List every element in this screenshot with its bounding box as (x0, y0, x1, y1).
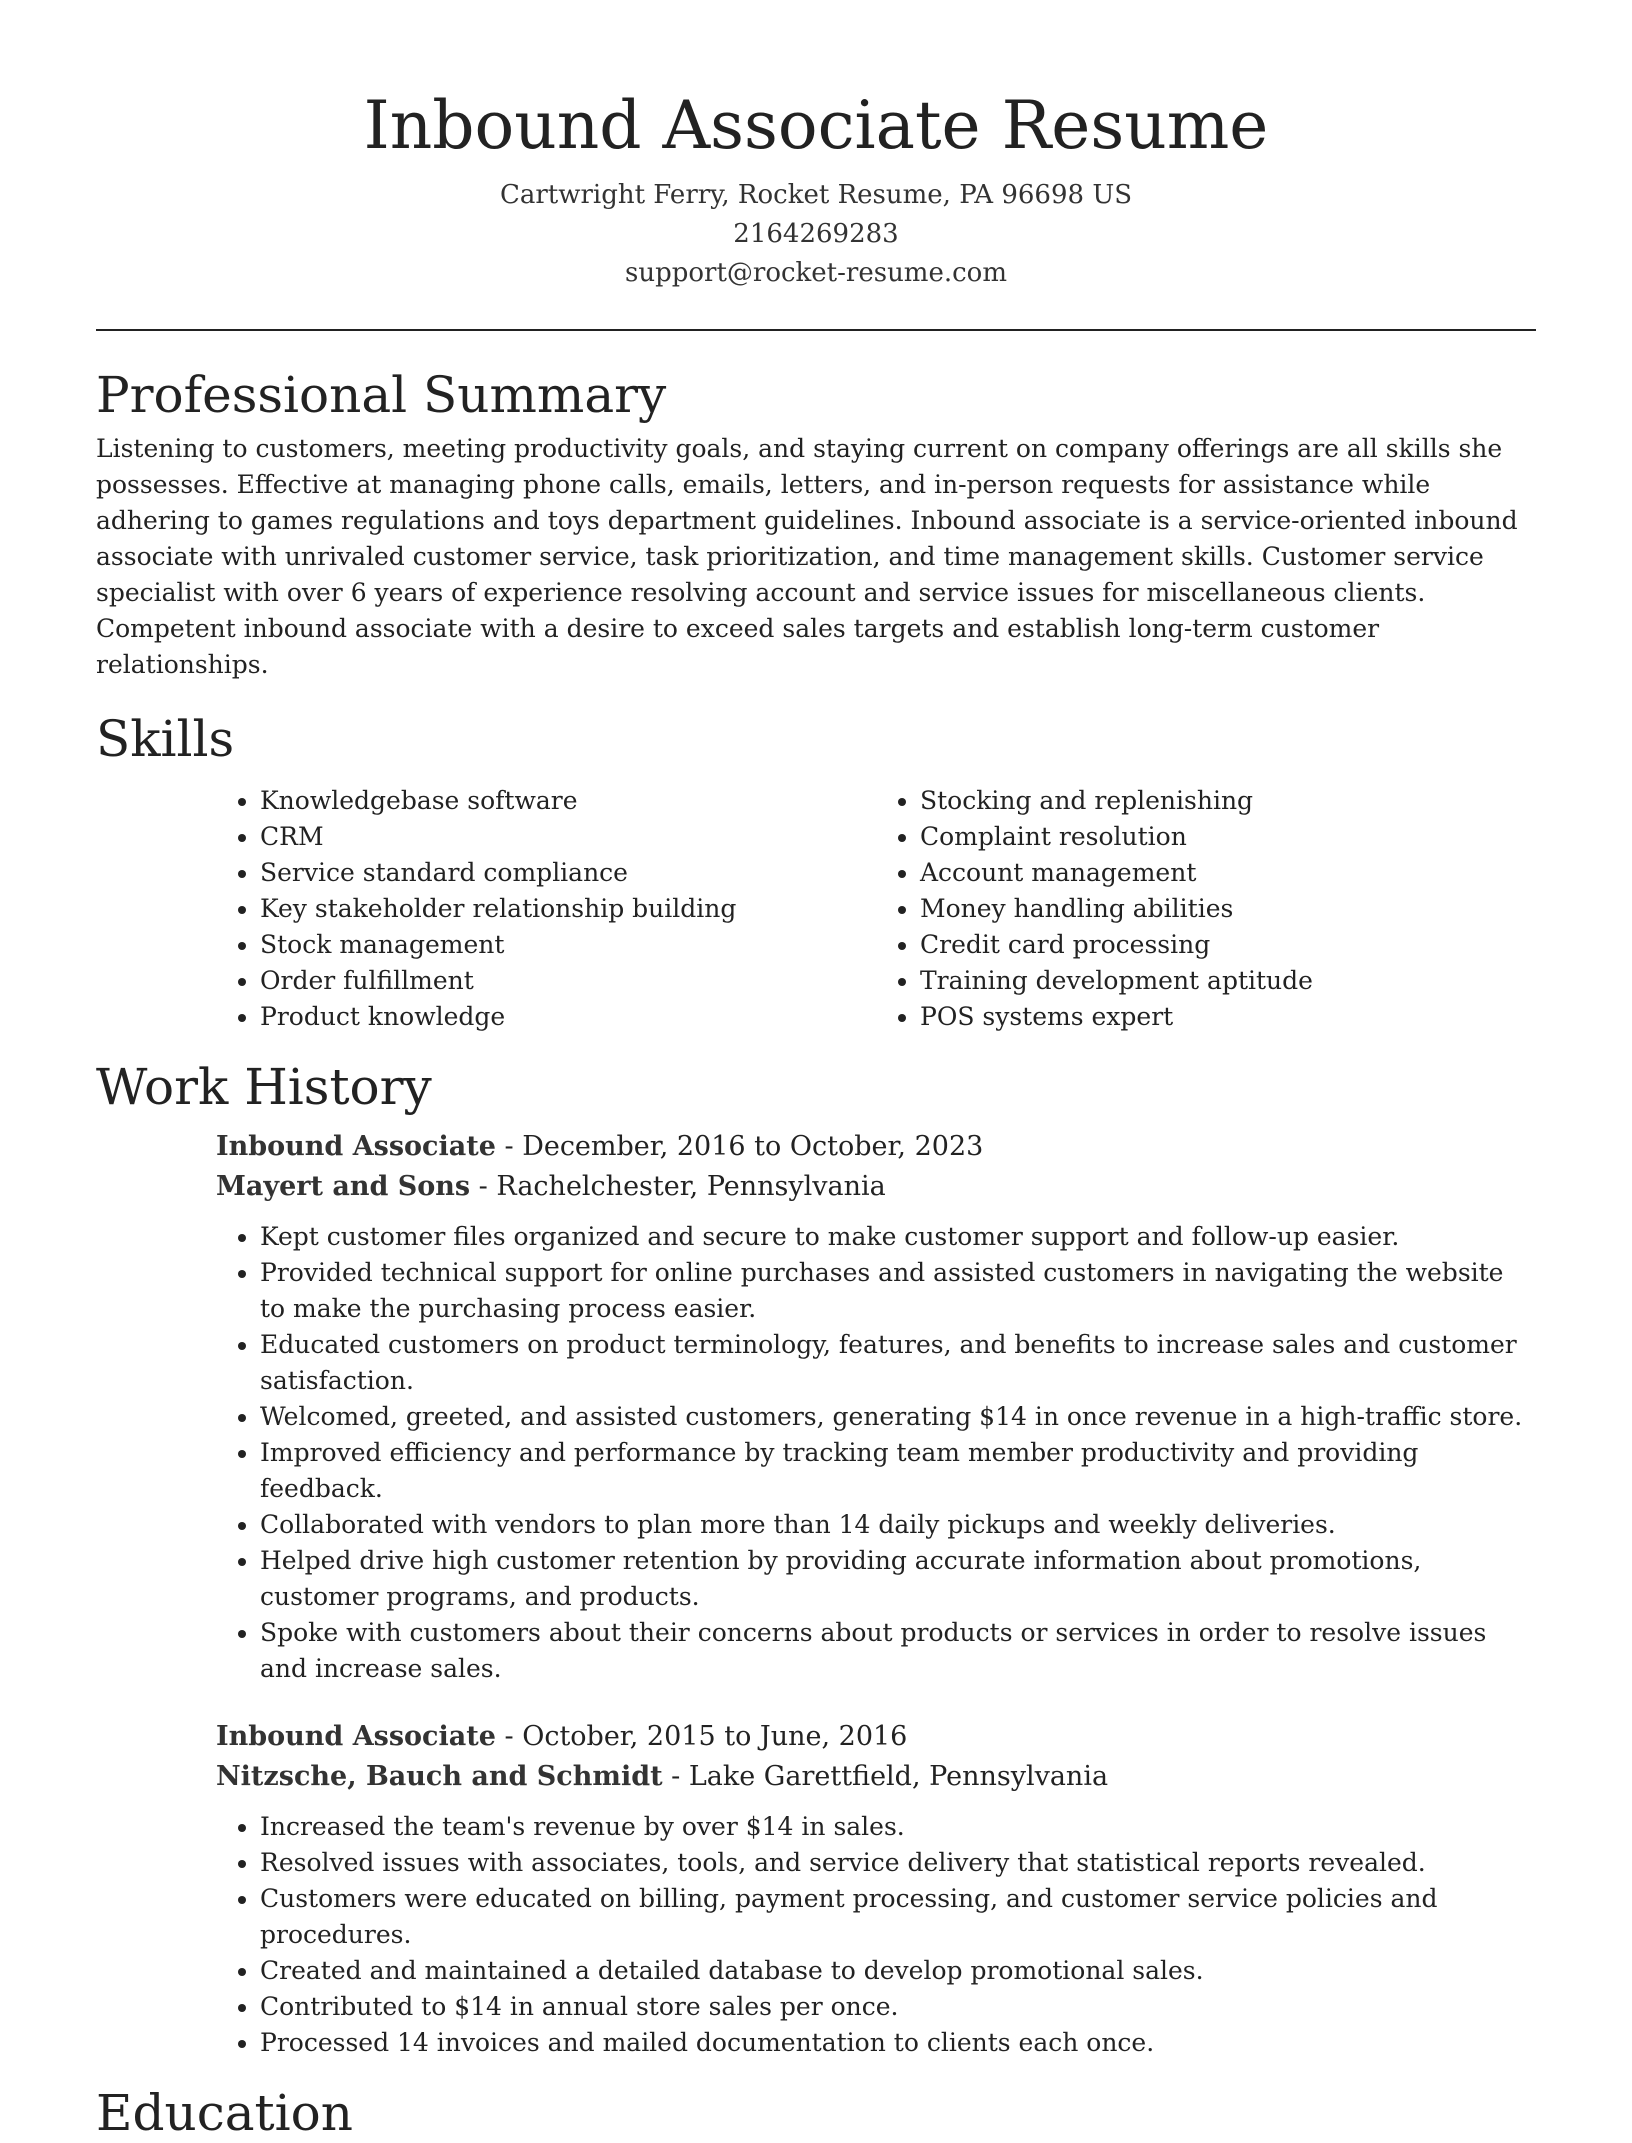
summary-section (96, 365, 1536, 683)
skill-item: • Account management (920, 855, 1536, 891)
job-bullet: • Improved efficiency and performance by tracking team member productivity and providing feedback. (260, 1435, 1536, 1507)
education-section (96, 2083, 1536, 2143)
job-bullet: • Collaborated with vendors to plan more than 14 daily pickups and weekly deliveries. (260, 1507, 1536, 1543)
job-dates: October, 2015 to June, 2016 (522, 1721, 908, 1752)
work-heading: Work History (96, 1058, 432, 1116)
contact-block (96, 176, 1536, 293)
job-company: Mayert and Sons (216, 1171, 471, 1202)
skill-item: • Training development aptitude (920, 963, 1536, 999)
contact-email: support@rocket-resume.com (624, 258, 1007, 288)
contact-address: Cartwright Ferry, Rocket Resume, PA 96698 US (499, 180, 1133, 210)
job-company-line: Mayert and Sons - Rachelchester, Pennsylvania (216, 1171, 886, 1202)
job-role: Inbound Associate (216, 1721, 496, 1752)
job-company-line: Nitzsche, Bauch and Schmidt - Lake Garettfield, Pennsylvania (216, 1761, 1109, 1792)
job-bullet: • Contributed to $14 in annual store sales per once. (260, 1989, 1536, 2025)
job-role: Inbound Associate (216, 1131, 496, 1162)
job-company: Nitzsche, Bauch and Schmidt (216, 1761, 663, 1792)
skill-item: • Knowledgebase software (260, 783, 876, 819)
resume-header (96, 0, 1536, 293)
job-bullet: • Welcomed, greeted, and assisted customers, generating $14 in once revenue in a high-traffic store. (260, 1399, 1536, 1435)
skills-list-right (876, 783, 1536, 1035)
job-bullet: • Customers were educated on billing, payment processing, and customer service policies and procedures. (260, 1881, 1536, 1953)
skill-item: • Complaint resolution (920, 819, 1536, 855)
resume-page (96, 0, 1536, 2143)
job-bullet: • Processed 14 invoices and mailed documentation to clients each once. (260, 2025, 1536, 2061)
skill-item: • Money handling abilities (920, 891, 1536, 927)
job-bullet: • Helped drive high customer retention by providing accurate information about promotions, customer programs, and products. (260, 1543, 1536, 1615)
skills-section (96, 709, 1536, 1035)
skill-item: • Stock management (260, 927, 876, 963)
skill-item: • CRM (260, 819, 876, 855)
job-bullet: • Resolved issues with associates, tools, and service delivery that statistical reports revealed. (260, 1845, 1536, 1881)
skills-heading: Skills (96, 710, 235, 768)
job-location: Rachelchester, Pennsylvania (496, 1171, 886, 1202)
skill-item: • Service standard compliance (260, 855, 876, 891)
job-bullets (216, 1809, 1536, 2061)
skill-item: • POS systems expert (920, 999, 1536, 1035)
skill-item: • Stocking and replenishing (920, 783, 1536, 819)
job-entry (216, 1127, 1536, 1687)
skill-item: • Credit card processing (920, 927, 1536, 963)
contact-phone: 2164269283 (733, 219, 899, 249)
job-location: Lake Garettfield, Pennsylvania (688, 1761, 1109, 1792)
job-dates: December, 2016 to October, 2023 (522, 1131, 984, 1162)
job-title-line: Inbound Associate - October, 2015 to June, 2016 (216, 1721, 908, 1752)
job-entry (216, 1717, 1536, 2061)
job-bullet: • Created and maintained a detailed database to develop promotional sales. (260, 1953, 1536, 1989)
job-bullet: • Provided technical support for online purchases and assisted customers in navigating the website to make the purchasing process easier. (260, 1255, 1536, 1327)
education-heading: Education (96, 2084, 353, 2142)
job-bullet: • Increased the team's revenue by over $14 in sales. (260, 1809, 1536, 1845)
job-bullet: • Spoke with customers about their concerns about products or services in order to resolve issues and increase sales. (260, 1615, 1536, 1687)
job-bullet: • Kept customer files organized and secure to make customer support and follow-up easier. (260, 1219, 1536, 1255)
skill-item: • Order fulfillment (260, 963, 876, 999)
skills-list-left (216, 783, 876, 1035)
summary-heading: Professional Summary (96, 366, 667, 424)
summary-text: Listening to customers, meeting productivity goals, and staying current on company offerings are all skills she possesses. Effective at managing phone calls, emails, letters, and in-person requests for assistance while adhering to games regulations and toys department guidelines. Inbound associate is a service-oriented inbound associate with unrivaled customer service, task prioritization, and time management skills. Customer service specialist with over 6 years of experience resolving account and service issues for miscellaneous clients. Competent inbound associate with a desire to exceed sales targets and establish long-term customer relationships. (96, 434, 1518, 679)
skills-grid (216, 783, 1536, 1035)
job-bullet: • Educated customers on product terminology, features, and benefits to increase sales and customer satisfaction. (260, 1327, 1536, 1399)
skill-item: • Key stakeholder relationship building (260, 891, 876, 927)
resume-title: Inbound Associate Resume (363, 87, 1269, 164)
job-title-line: Inbound Associate - December, 2016 to October, 2023 (216, 1131, 984, 1162)
job-bullets (216, 1219, 1536, 1687)
header-divider (96, 329, 1536, 331)
work-section (96, 1057, 1536, 2061)
skill-item: • Product knowledge (260, 999, 876, 1035)
